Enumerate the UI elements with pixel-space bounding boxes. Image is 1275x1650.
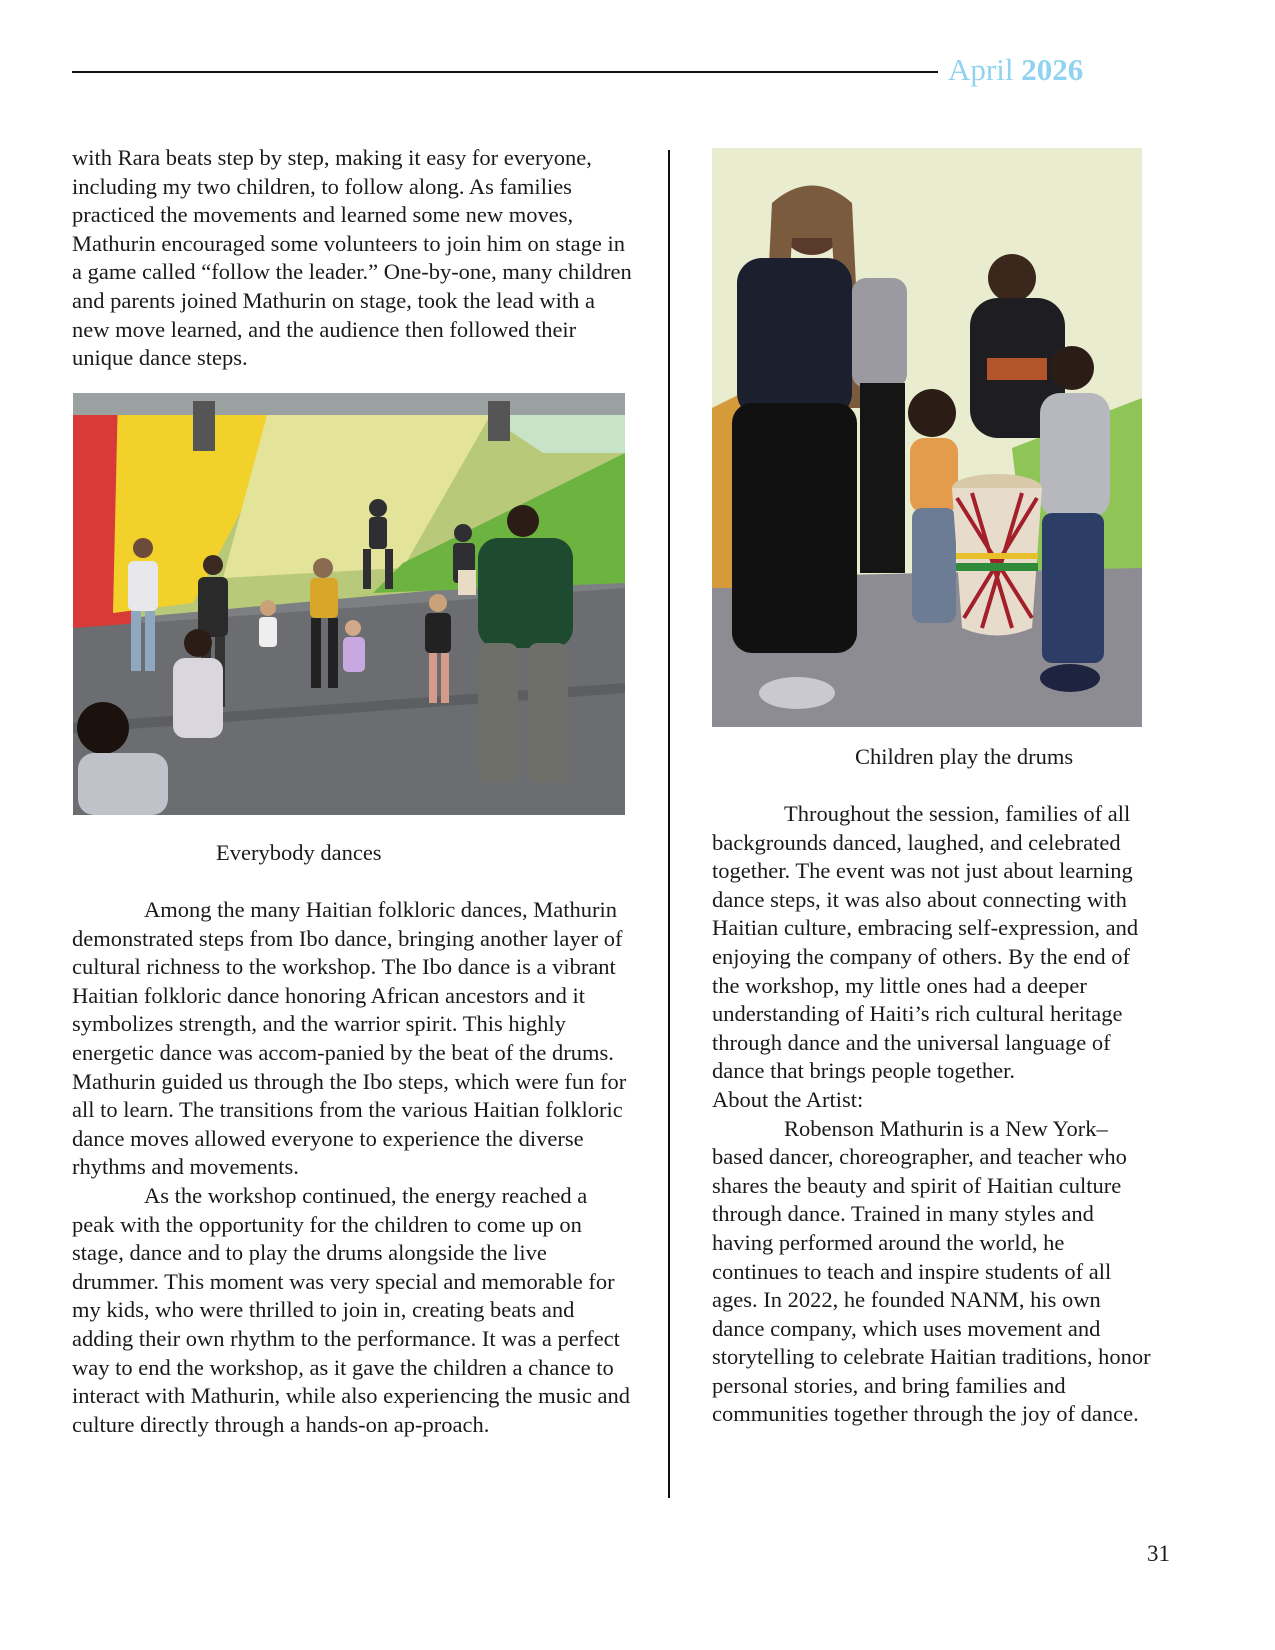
issue-month: April bbox=[948, 52, 1014, 87]
children-drums-caption: Children play the drums bbox=[855, 744, 1074, 769]
about-artist-heading: About the Artist: bbox=[712, 1086, 864, 1112]
left-paragraph-1-text: with Rara beats step by step, making it easy for everyone, including my two children, to follow along. As families practiced the movements and learned some new moves, Mathurin encouraged some volunteers to join him on stage in a game called “follow the leader.” One-by-one, many children and parents joined Mathurin on stage, took the lead with a new move learned, and the audience then followed their unique dance steps. bbox=[72, 145, 632, 371]
children-drums-photo bbox=[712, 148, 1142, 727]
column-divider bbox=[668, 150, 670, 1498]
issue-date bbox=[948, 52, 1083, 88]
left-paragraph-3-text: As the workshop continued, the energy reached a peak with the opportunity for the children to come up on stage, dance and to play the drums alongside the live drummer. This moment was very special and memorable for my kids, who were thrilled to join in, creating beats and adding their own rhythm to the performance. It was a perfect way to end the workshop, as it gave the children a chance to interact with Mathurin, while also experiencing the music and culture directly through a hands-on ap-proach. bbox=[72, 1182, 630, 1437]
everybody-dances-photo bbox=[73, 393, 625, 815]
left-paragraph-2-text: Among the many Haitian folkloric dances, Mathurin demonstrated steps from Ibo dance, bringing another layer of cultural richness to the workshop. The Ibo dance is a vibrant Haitian folkloric dance honoring African ancestors and it symbolizes strength, and the warrior spirit. This highly energetic dance was accom-panied by the beat of the drums. Mathurin guided us through the Ibo steps, which were fun for all to learn. The transitions from the various Haitian folkloric dance moves allowed everyone to experience the diverse rhythms and movements. bbox=[72, 897, 627, 1180]
header-rule bbox=[72, 71, 938, 73]
issue-year: 2026 bbox=[1021, 52, 1084, 87]
left-paragraph-1 bbox=[72, 144, 632, 373]
page-number: 31 bbox=[1147, 1541, 1170, 1566]
right-paragraph-1-text: Throughout the session, families of all backgrounds danced, laughed, and celebrated together. The event was not just about learning dance steps, it was also about connecting with Haitian culture, embracing self-expression, and enjoying the company of others. By the end of the workshop, my little ones had a deeper understanding of Haiti’s rich cultural heritage through dance and the universal language of dance that brings people together. bbox=[712, 801, 1139, 1084]
right-paragraphs bbox=[712, 800, 1152, 1429]
left-paragraphs-2-3 bbox=[72, 896, 632, 1439]
right-paragraph-2-text: Robenson Mathurin is a New York–based dancer, choreographer, and teacher who shares the beauty and spirit of Haitian culture through dance. Trained in many styles and having performed around the world, he continues to teach and inspire students of all ages. In 2022, he founded NANM, his own dance company, which uses movement and storytelling to celebrate Haitian traditions, honor personal stories, and bring families and communities together through the joy of dance. bbox=[712, 1115, 1151, 1427]
everybody-dances-caption: Everybody dances bbox=[216, 840, 382, 865]
